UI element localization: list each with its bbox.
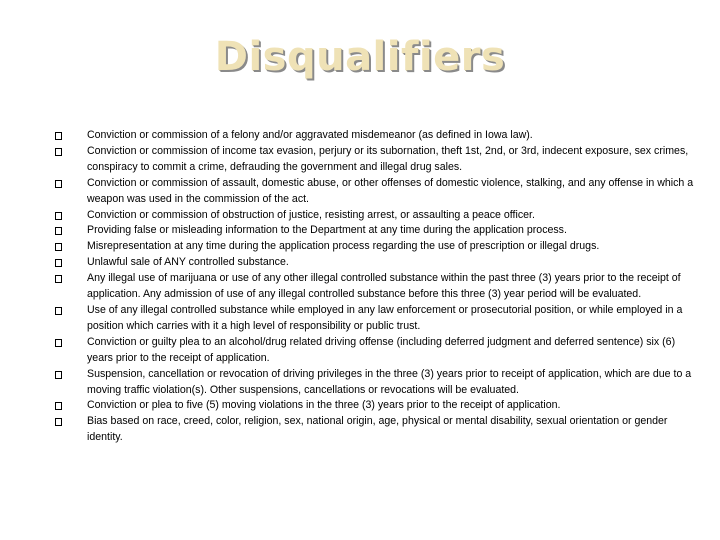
square-bullet-icon [55,180,62,188]
square-bullet-icon [55,339,62,347]
bullet-item [55,335,695,367]
square-bullet-icon [55,307,62,315]
bullet-item [55,414,695,446]
bullet-item [55,271,695,303]
bullet-text: Any illegal use of marijuana or use of any other illegal controlled substance within the past three (3) years prior to the receipt of application. Any admission of use of any illegal controlled substance before this three (3) year period will be evaluated. [87,272,681,301]
bullet-text: Providing false or misleading information to the Department at any time during the application process. [87,224,567,237]
bullet-item [55,303,695,335]
square-bullet-icon [55,275,62,283]
bullet-item [55,208,695,224]
bullet-text: Conviction or commission of a felony and/or aggravated misdemeanor (as defined in Iowa law). [87,129,533,141]
bullet-text: Conviction or commission of assault, domestic abuse, or other offenses of domestic violence, stalking, and any offense in which a weapon was used in the commission of the act. [87,176,694,205]
bullet-text: Conviction or guilty plea to an alcohol/drug related driving offense (including deferred judgment and deferred sentence) six (6) years prior to the receipt of application. [87,335,676,364]
square-bullet-icon [55,132,62,140]
bullet-text: Conviction or commission of income tax evasion, perjury or its subornation, theft 1st, 2nd, or 3rd, indecent exposure, sex crimes, conspiracy to commit a crime, defrauding the government and illegal drug sales. [87,144,689,173]
slide-title: Disqualifiers [214,34,506,80]
bullet-list [55,128,695,446]
square-bullet-icon [55,212,62,220]
bullet-item [55,255,695,271]
bullet-text: Suspension, cancellation or revocation of driving privileges in the three (3) years prior to receipt of application, which are due to a moving traffic violation(s). Other suspensions, cancellations or revocations will be evaluated. [87,367,692,396]
bullet-item [55,223,695,239]
bullet-text: Bias based on race, creed, color, religion, sex, national origin, age, physical or mental disability, sexual orientation or gender identity. [87,415,668,444]
square-bullet-icon [55,371,62,379]
bullet-item [55,144,695,176]
square-bullet-icon [55,227,62,235]
bullet-text: Unlawful sale of ANY controlled substance. [87,256,289,269]
bullet-text: Conviction or commission of obstruction of justice, resisting arrest, or assaulting a peace officer. [87,208,535,221]
bullet-text: Conviction or plea to five (5) moving violations in the three (3) years prior to the receipt of application. [87,399,561,412]
bullet-item [55,128,695,144]
bullet-text: Misrepresentation at any time during the application process regarding the use of prescription or illegal drugs. [87,240,600,253]
square-bullet-icon [55,402,62,410]
bullet-item [55,239,695,255]
square-bullet-icon [55,418,62,426]
square-bullet-icon [55,259,62,267]
square-bullet-icon [55,148,62,156]
bullet-item [55,398,695,414]
bullet-item [55,367,695,399]
bullet-item [55,176,695,208]
bullet-text: Use of any illegal controlled substance while employed in any law enforcement or prosecutorial position, or while employed in a position which carries with it a high level of responsibility or public trust. [87,303,683,332]
square-bullet-icon [55,243,62,251]
